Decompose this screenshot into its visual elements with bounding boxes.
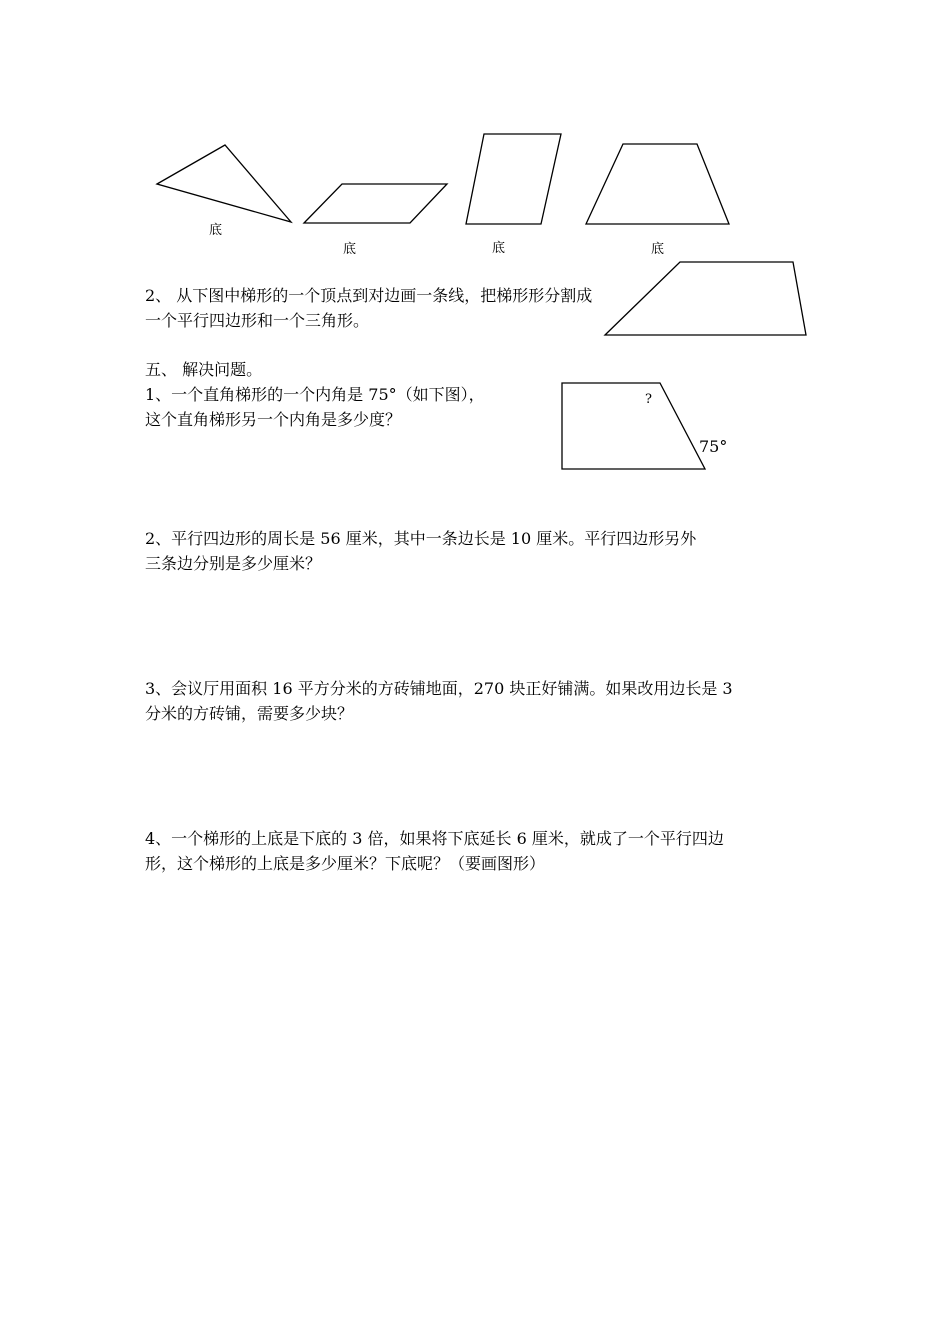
problem3-line2: 分米的方砖铺，需要多少块？ [145, 704, 354, 723]
section5-heading: 五、 解决问题。 [145, 360, 263, 379]
angle-75-label: 75° [699, 437, 728, 456]
parallelogram-figure-tall [466, 134, 561, 224]
problem1-line2: 这个直角梯形另一个内角是多少度？ [145, 410, 402, 429]
q2-line1: 2、 从下图中梯形的一个顶点到对边画一条线，把梯形形分割成 [145, 286, 593, 305]
triangle-figure [157, 145, 291, 222]
problem2-line1: 2、平行四边形的周长是 56 厘米，其中一条边长是 10 厘米。平行四边形另外 [145, 529, 697, 548]
triangle-base-label: 底 [209, 223, 223, 238]
trapezoid-figure [586, 144, 729, 224]
unknown-angle-label: ? [645, 392, 652, 407]
parallelogram-figure-flat [304, 184, 447, 223]
parallelogram-flat-base-label: 底 [343, 242, 357, 257]
problem3-line1: 3、会议厅用面积 16 平方分米的方砖铺地面，270 块正好铺满。如果改用边长是 3 [145, 679, 733, 698]
problem4-line2: 形，这个梯形的上底是多少厘米？下底呢？（要画图形） [145, 854, 546, 873]
problem2-line2: 三条边分别是多少厘米？ [145, 554, 322, 573]
right-trapezoid-figure [562, 383, 705, 469]
q2-line2: 一个平行四边形和一个三角形。 [145, 311, 370, 330]
trapezoid-base-label: 底 [651, 242, 665, 257]
parallelogram-tall-base-label: 底 [492, 241, 506, 256]
problem1-line1: 1、一个直角梯形的一个内角是 75°（如下图）， [145, 385, 485, 404]
trapezoid-to-divide-figure [605, 262, 806, 335]
problem4-line1: 4、一个梯形的上底是下底的 3 倍，如果将下底延长 6 厘米，就成了一个平行四边 [145, 829, 724, 848]
